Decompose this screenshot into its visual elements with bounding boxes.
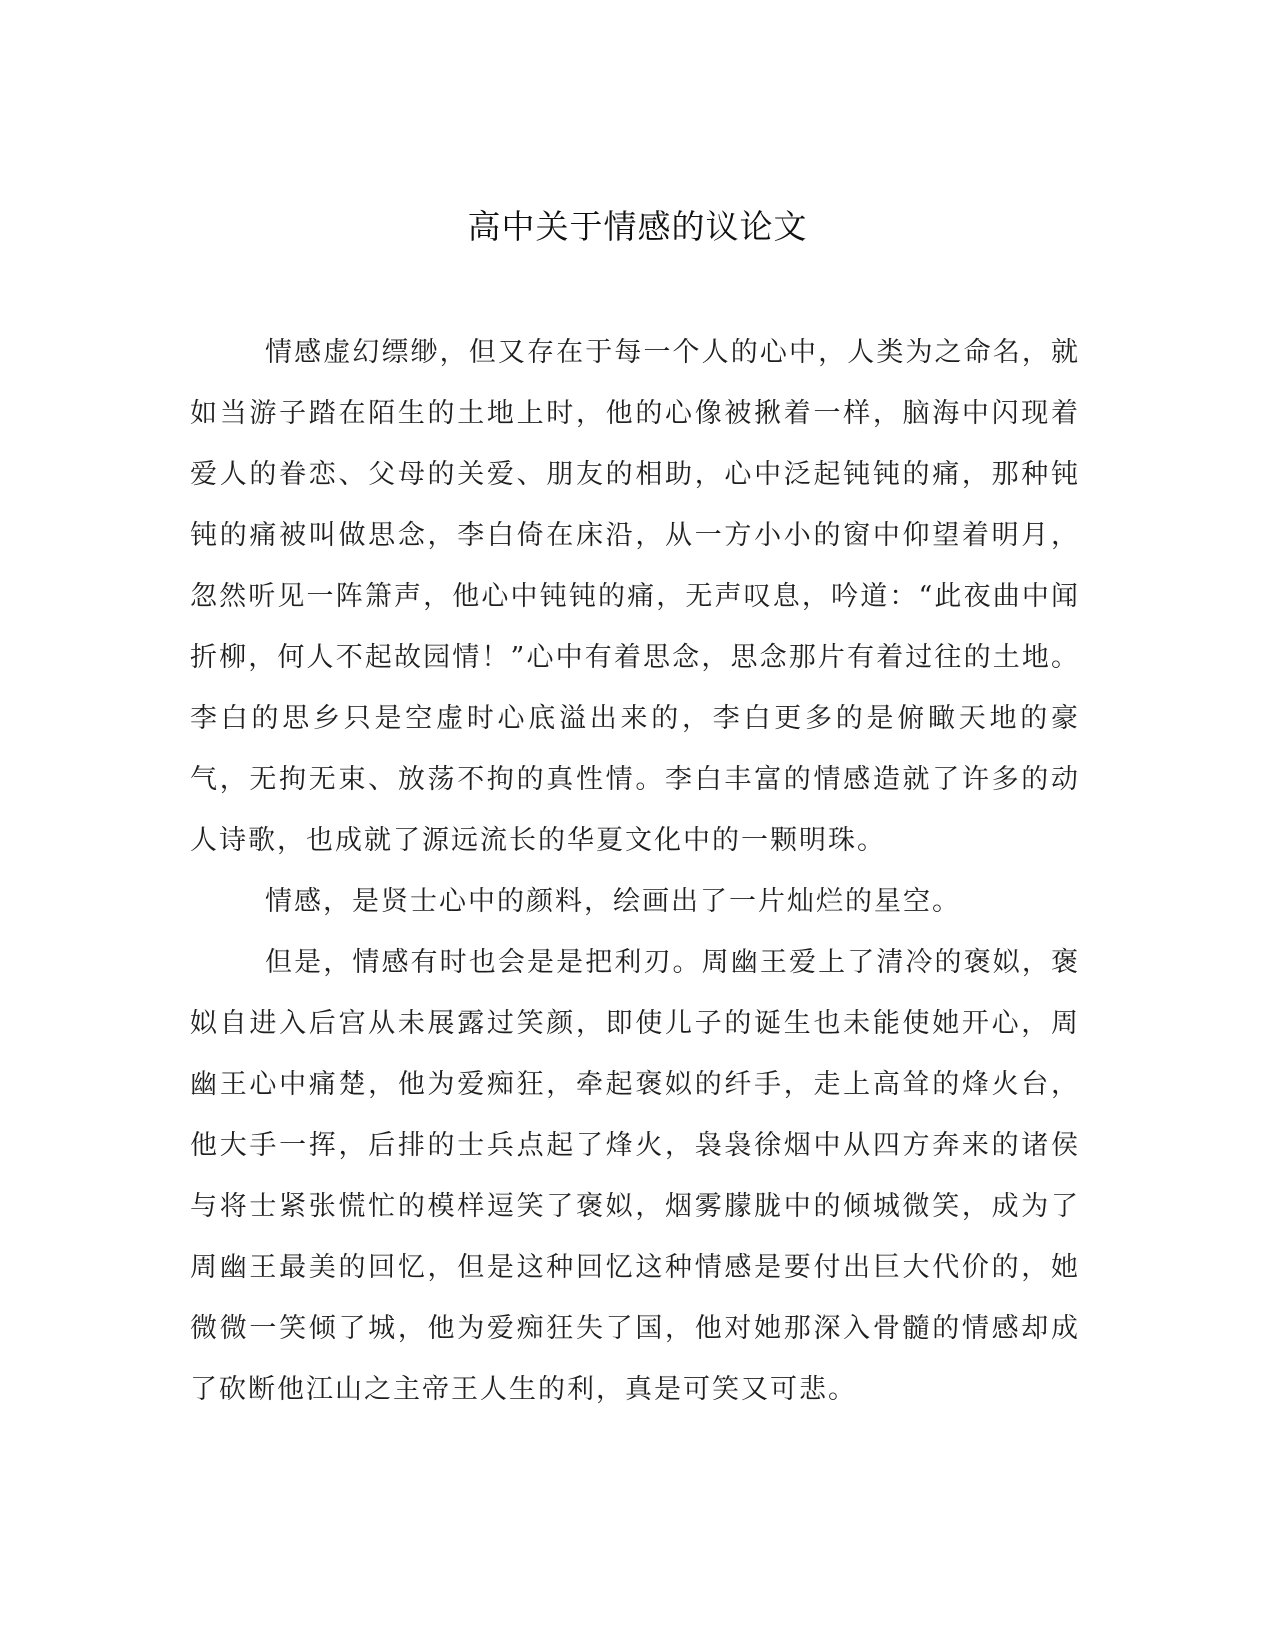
paragraph-emotion-pigment: 情感，是贤士心中的颜料，绘画出了一片灿烂的星空。 xyxy=(265,886,961,917)
paragraph-emotion-blade: 但是，情感有时也会是是把利刃。周幽王爱上了清冷的褒姒，褒姒自进入后宫从未展露过笑颜，即使儿子的诞生也未能使她开心，周幽王心中痛楚，他为爱痴狂，牵起褒姒的纤手，走上高耸的烽火台，他大手一挥，后排的士兵点起了烽火，袅袅徐烟中从四方奔来的诸侯与将士紧张慌忙的模样逗笑了褒姒，烟雾朦胧中的倾城微笑，成为了周幽王最美的回忆，但是这种回忆这种情感是要付出巨大代价的，她微微一笑倾了城，他为爱痴狂失了国，他对她那深入骨髓的情感却成了砍断他江山之主帝王人生的利，真是可笑又可悲。 xyxy=(190,947,1080,1405)
document-body xyxy=(190,322,1080,1420)
document-title: 高中关于情感的议论文 xyxy=(467,207,808,246)
paragraph-homesickness: 情感虚幻缥缈，但又存在于每一个人的心中，人类为之命名，就如当游子踏在陌生的土地上时，他的心像被揪着一样，脑海中闪现着爱人的眷恋、父母的关爱、朋友的相助，心中泛起钝钝的痛，那种钝钝的痛被叫做思念，李白倚在床沿，从一方小小的窗中仰望着明月，忽然听见一阵箫声，他心中钝钝的痛，无声叹息，吟道：“此夜曲中闻折柳，何人不起故园情！”心中有着思念，思念那片有着过往的土地。李白的思乡只是空虚时心底溢出来的，李白更多的是俯瞰天地的豪气，无拘无束、放荡不拘的真性情。李白丰富的情感造就了许多的动人诗歌，也成就了源远流长的华夏文化中的一颗明珠。 xyxy=(190,337,1080,856)
